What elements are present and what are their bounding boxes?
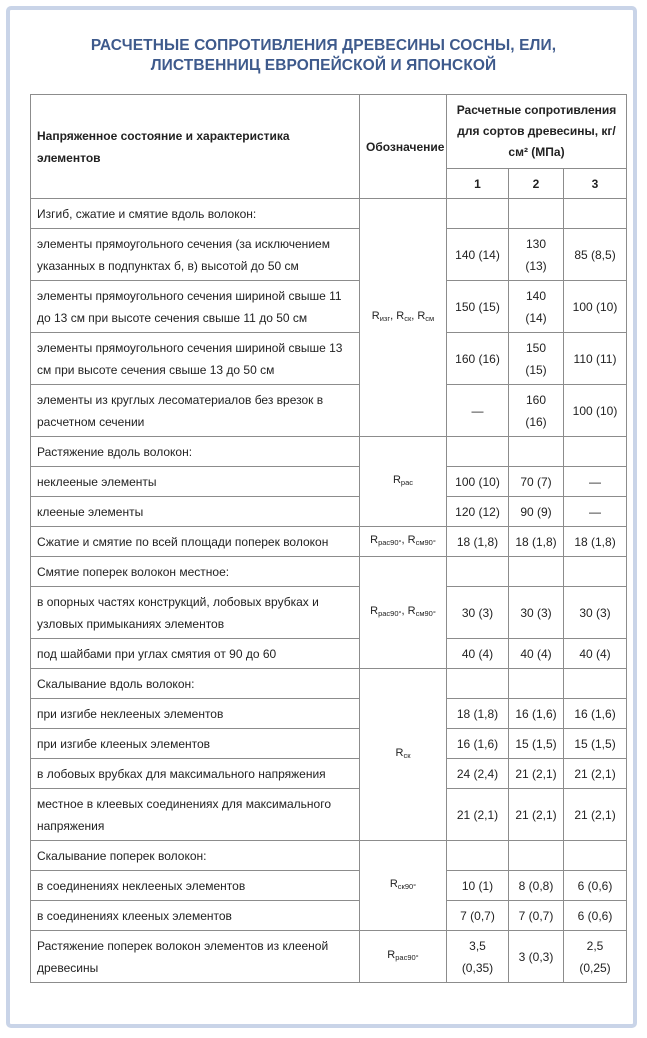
row-label: элементы прямоугольного сечения шириной свыше 13 см при высоте сечения свыше 13 до 50 см: [31, 333, 360, 385]
value-grade-3: 100 (10): [564, 385, 627, 437]
section-row: [31, 557, 627, 587]
value-grade-1: 24 (2,4): [447, 759, 509, 789]
page-title: [0, 36, 647, 76]
value-grade-2: 150 (15): [509, 333, 564, 385]
section-row: [31, 669, 627, 699]
table-row: [31, 759, 627, 789]
table-row: [31, 467, 627, 497]
value-grade-2: 130 (13): [509, 229, 564, 281]
value-grade-1: 150 (15): [447, 281, 509, 333]
value-grade-1: 21 (2,1): [447, 789, 509, 841]
value-grade-1: 120 (12): [447, 497, 509, 527]
value-grade-1: 16 (1,6): [447, 729, 509, 759]
header-row: [31, 95, 627, 169]
value-grade-2: 30 (3): [509, 587, 564, 639]
value-grade-1: 7 (0,7): [447, 901, 509, 931]
designation-cell: $R_{ск90^\circ}$: [360, 841, 447, 931]
table-row: [31, 497, 627, 527]
header-designation: Обозначение: [360, 95, 447, 199]
row-label: элементы из круглых лесоматериалов без врезок в расчетном сечении: [31, 385, 360, 437]
row-label: при изгибе неклееных элементов: [31, 699, 360, 729]
table-row: [31, 281, 627, 333]
section-title: Изгиб, сжатие и смятие вдоль волокон:: [31, 199, 360, 229]
table-row: [31, 789, 627, 841]
section-row: [31, 841, 627, 871]
designation-cell: $R_{рас}$: [360, 437, 447, 527]
table-row: [31, 587, 627, 639]
value-grade-1: 3,5 (0,35): [447, 931, 509, 983]
designation-cell: $R_{рас90^\circ}$, $R_{см90^\circ}$: [360, 527, 447, 557]
section-title: Скалывание вдоль волокон:: [31, 669, 360, 699]
row-label: в соединениях клееных элементов: [31, 901, 360, 931]
row-label: клееные элементы: [31, 497, 360, 527]
row-label: Растяжение поперек волокон элементов из клееной древесины: [31, 931, 360, 983]
value-grade-3: 15 (1,5): [564, 729, 627, 759]
header-state: Напряженное состояние и характеристика элементов: [31, 95, 360, 199]
table-row: [31, 729, 627, 759]
value-grade-2: 90 (9): [509, 497, 564, 527]
value-grade-1: 140 (14): [447, 229, 509, 281]
value-grade-2: 70 (7): [509, 467, 564, 497]
row-label: элементы прямоугольного сечения шириной свыше 11 до 13 см при высоте сечения свыше 11 до 50 см: [31, 281, 360, 333]
value-grade-3: 30 (3): [564, 587, 627, 639]
table-row: [31, 333, 627, 385]
value-grade-1: 160 (16): [447, 333, 509, 385]
designation-cell: $R_{ск}$: [360, 669, 447, 841]
header-grade-2: 2: [509, 169, 564, 199]
value-grade-2: 21 (2,1): [509, 789, 564, 841]
value-grade-3: 21 (2,1): [564, 789, 627, 841]
section-row: [31, 199, 627, 229]
value-grade-3: —: [564, 467, 627, 497]
designation-cell: $R_{рас90^\circ}$: [360, 931, 447, 983]
row-label: неклееные элементы: [31, 467, 360, 497]
value-grade-2: 3 (0,3): [509, 931, 564, 983]
table-row: [31, 699, 627, 729]
value-grade-1: 30 (3): [447, 587, 509, 639]
row-label: под шайбами при углах смятия от 90 до 60: [31, 639, 360, 669]
table-row: [31, 871, 627, 901]
value-grade-2: 140 (14): [509, 281, 564, 333]
row-label: в опорных частях конструкций, лобовых врубках и узловых примыканиях элементов: [31, 587, 360, 639]
title-line-1: РАСЧЕТНЫЕ СОПРОТИВЛЕНИЯ ДРЕВЕСИНЫ СОСНЫ, ЕЛИ,: [90, 37, 557, 54]
section-row: [31, 437, 627, 467]
row-label: в соединениях неклееных элементов: [31, 871, 360, 901]
section-title: Смятие поперек волокон местное:: [31, 557, 360, 587]
value-grade-3: 21 (2,1): [564, 759, 627, 789]
table-row: [31, 901, 627, 931]
value-grade-2: 18 (1,8): [509, 527, 564, 557]
value-grade-1: 18 (1,8): [447, 699, 509, 729]
section-title: Растяжение вдоль волокон:: [31, 437, 360, 467]
value-grade-2: 15 (1,5): [509, 729, 564, 759]
value-grade-3: 110 (11): [564, 333, 627, 385]
table-row: [31, 931, 627, 983]
value-grade-2: 7 (0,7): [509, 901, 564, 931]
value-grade-3: —: [564, 497, 627, 527]
value-grade-3: 2,5 (0,25): [564, 931, 627, 983]
value-grade-2: 21 (2,1): [509, 759, 564, 789]
value-grade-3: 6 (0,6): [564, 901, 627, 931]
table-row: [31, 527, 627, 557]
table-row: [31, 385, 627, 437]
value-grade-1: 10 (1): [447, 871, 509, 901]
row-label: элементы прямоугольного сечения (за исключением указанных в подпунктах б, в) высотой до 50 см: [31, 229, 360, 281]
table-row: [31, 639, 627, 669]
header-resistance: Расчетные сопротивления для сортов древесины, кг/см² (МПа): [447, 95, 627, 169]
value-grade-3: 85 (8,5): [564, 229, 627, 281]
row-label: Сжатие и смятие по всей площади поперек волокон: [31, 527, 360, 557]
header-grade-1: 1: [447, 169, 509, 199]
value-grade-3: 100 (10): [564, 281, 627, 333]
value-grade-1: —: [447, 385, 509, 437]
value-grade-1: 18 (1,8): [447, 527, 509, 557]
row-label: местное в клеевых соединениях для максимального напряжения: [31, 789, 360, 841]
value-grade-2: 40 (4): [509, 639, 564, 669]
resistance-table: [30, 94, 627, 983]
value-grade-2: 160 (16): [509, 385, 564, 437]
value-grade-3: 6 (0,6): [564, 871, 627, 901]
value-grade-2: 16 (1,6): [509, 699, 564, 729]
value-grade-1: 40 (4): [447, 639, 509, 669]
value-grade-2: 8 (0,8): [509, 871, 564, 901]
value-grade-3: 18 (1,8): [564, 527, 627, 557]
designation-cell: $R_{рас90^\circ}$, $R_{см90^\circ}$: [360, 557, 447, 669]
value-grade-1: 100 (10): [447, 467, 509, 497]
value-grade-3: 40 (4): [564, 639, 627, 669]
table-row: [31, 229, 627, 281]
section-title: Скалывание поперек волокон:: [31, 841, 360, 871]
title-line-2: ЛИСТВЕННИЦ ЕВРОПЕЙСКОЙ И ЯПОНСКОЙ: [150, 57, 497, 74]
row-label: при изгибе клееных элементов: [31, 729, 360, 759]
value-grade-3: 16 (1,6): [564, 699, 627, 729]
row-label: в лобовых врубках для максимального напряжения: [31, 759, 360, 789]
header-grade-3: 3: [564, 169, 627, 199]
designation-cell: $R_{изг}$, $R_{ск}$, $R_{см}$: [360, 199, 447, 437]
